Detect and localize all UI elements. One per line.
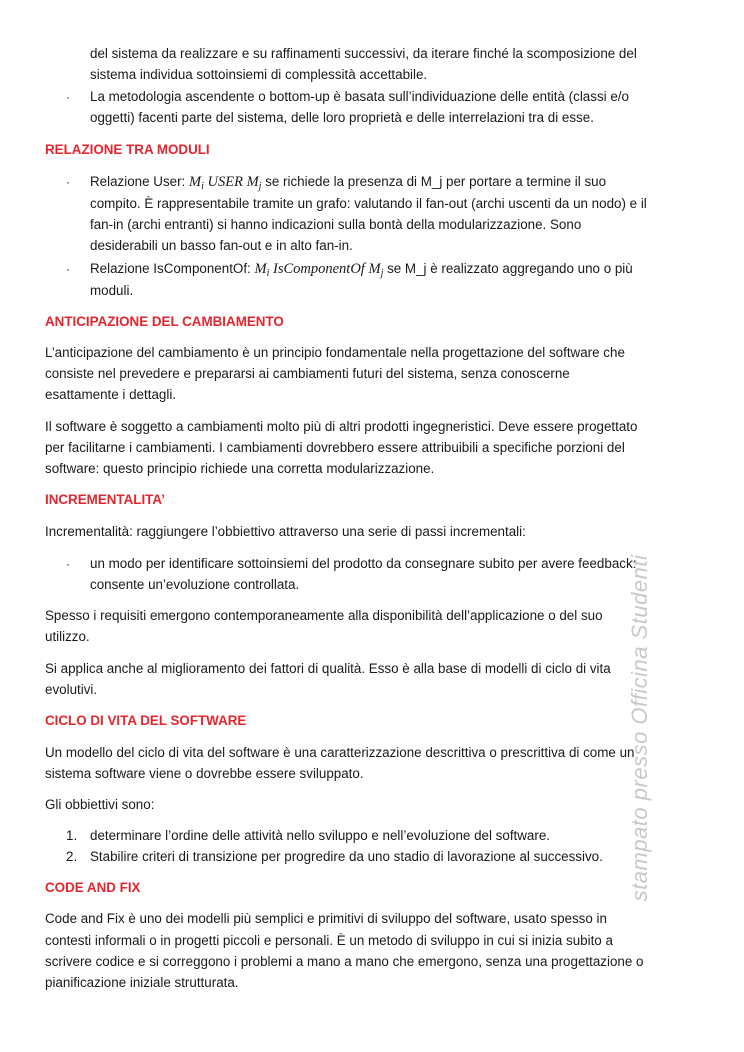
paragraph-line: evolutivi. — [45, 682, 98, 697]
bullet-text: oggetti) facenti parte del sistema, delle loro proprietà e delle interrelazioni tra di esse. — [90, 110, 594, 125]
paragraph-line: Spesso i requisiti emergono contemporaneamente alla disponibilità dell’applicazione o del suo — [45, 608, 603, 623]
paragraph-line: per facilitarne i cambiamenti. I cambiamenti dovrebbero essere attribuibili a specifiche porzioni del — [45, 440, 625, 455]
list-item: determinare l’ordine delle attività nello sviluppo e nell’evoluzione del software. — [90, 828, 551, 843]
bullet-text: desiderabili un basso fan-out e in alto fan-in. — [90, 238, 353, 253]
paragraph-line: utilizzo. — [45, 629, 90, 644]
paragraph-line: Gli obbiettivi sono: — [45, 797, 155, 812]
paragraph-line: Si applica anche al miglioramento dei fattori di qualità. Esso è alla base di modelli di ciclo di vita — [45, 661, 611, 676]
paragraph-line: Un modello del ciclo di vita del software è una caratterizzazione descrittiva o prescrittiva di come un — [45, 745, 635, 760]
paragraph-line: contesti informali o in progetti piccoli e personali. È un metodo di sviluppo in cui si inizia subito a — [45, 933, 613, 948]
bullet-text: fan-in (archi entranti) si hanno indicazioni sulla bontà della modularizzazione. Sono — [90, 217, 582, 232]
paragraph-line: pianificazione iniziale strutturata. — [45, 975, 239, 990]
paragraph-line: sistema software viene o dovrebbe essere sviluppato. — [45, 766, 364, 781]
formula-iscomponentof: $M_i$ IsComponentOf $M_j$ — [254, 261, 384, 279]
bullet-marker: · — [66, 262, 70, 276]
paragraph-line: Incrementalità: raggiungere l’obbiettivo attraverso una serie di passi incrementali: — [45, 524, 526, 539]
bullet-text: consente un’evoluzione controllata. — [90, 577, 300, 592]
paragraph-line: sistema individua sottoinsiemi di complessità accettabile. — [90, 67, 428, 82]
bullet-text-with-formula: Relazione User: $M_i$ USER $M_j$ se richiede la presenza di M_j per portare a termine il suo — [90, 174, 607, 192]
section-heading: CICLO DI VITA DEL SOFTWARE — [45, 713, 247, 728]
paragraph-line: scrivere codice e si correggono i problemi a mano a mano che emergono, senza una progettazione o — [45, 954, 644, 969]
bullet-text-with-formula: Relazione IsComponentOf: $M_i$ IsComponentOf $M_j$ se M_j è realizzato aggregando uno o più — [90, 261, 633, 279]
list-number: 2. — [66, 849, 78, 864]
paragraph-line: software: questo principio richiede una corretta modularizzazione. — [45, 461, 435, 476]
paragraph-line: Il software è soggetto a cambiamenti molto più di altri prodotti ingegneristici. Deve essere progettato — [45, 419, 638, 434]
watermark-text: stampato presso Officina Studenti — [627, 554, 652, 902]
paragraph-line: del sistema da realizzare e su raffinamenti successivi, da iterare finché la scomposizione del — [90, 46, 637, 61]
bullet-text: un modo per identificare sottoinsiemi del prodotto da consegnare subito per avere feedback: — [90, 556, 637, 571]
section-heading: RELAZIONE TRA MODULI — [45, 142, 210, 157]
paragraph-line: consiste nel prevedere e prepararsi ai cambiamenti futuri del sistema, senza conoscerne — [45, 366, 570, 381]
section-heading: INCREMENTALITA’ — [45, 492, 166, 507]
list-item: Stabilire criteri di transizione per progredire da uno stadio di lavorazione al successivo. — [90, 849, 603, 864]
bullet-text: compito. È rappresentabile tramite un grafo: valutando il fan-out (archi uscenti da un nodo) e il — [90, 196, 647, 211]
bullet-text: La metodologia ascendente o bottom-up è basata sull’individuazione delle entità (classi e/o — [90, 89, 629, 104]
paragraph-line: L’anticipazione del cambiamento è un principio fondamentale nella progettazione del software che — [45, 345, 625, 360]
list-number: 1. — [66, 828, 78, 843]
bullet-text: moduli. — [90, 283, 134, 298]
formula-user: $M_i$ USER $M_j$ — [189, 174, 262, 192]
section-heading: ANTICIPAZIONE DEL CAMBIAMENTO — [45, 314, 284, 329]
bullet-marker: · — [66, 175, 70, 189]
bullet-marker: · — [66, 90, 70, 104]
paragraph-line: esattamente i dettagli. — [45, 387, 177, 402]
section-heading: CODE AND FIX — [45, 880, 141, 895]
paragraph-line: Code and Fix è uno dei modelli più semplici e primitivi di sviluppo del software, usato spesso in — [45, 911, 607, 926]
bullet-marker: · — [66, 557, 70, 571]
